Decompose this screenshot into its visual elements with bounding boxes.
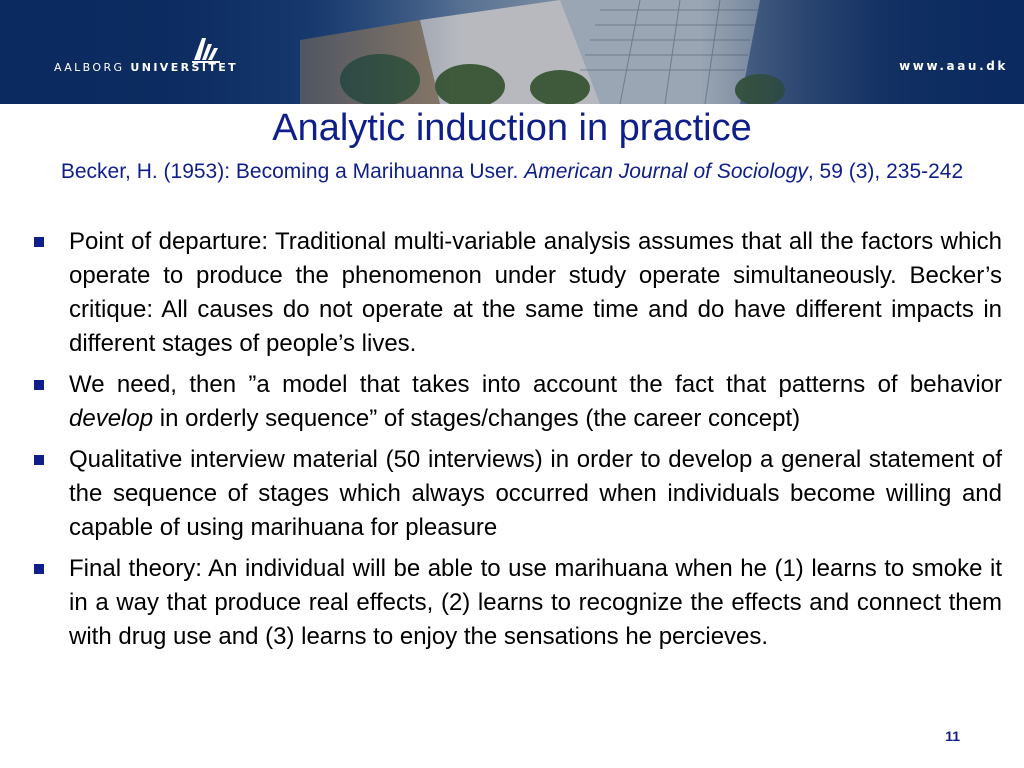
bullet-item [30, 443, 1002, 545]
university-logo-text [54, 61, 238, 74]
bullet-text: Final theory: An individual will be able to use marihuana when he (1) learns to smoke it in a way that produce real effects, (2) learns to recognize the effects and connect them with drug use and (3) learns to enjoy the sensations he percieves. [69, 555, 1002, 650]
bullet-emphasis: develop [69, 405, 154, 432]
logo-word-aalborg: AALBORG [54, 61, 125, 74]
bullet-text [69, 371, 1002, 432]
square-bullet-icon [34, 564, 44, 574]
bullet-text-before: We need, then ”a model that takes into account the fact that patterns of behavior [69, 371, 1002, 398]
bullet-item [30, 368, 1002, 436]
bullet-text-after: in orderly sequence” of stages/changes (the career concept) [153, 405, 801, 432]
bullet-item [30, 225, 1002, 361]
campus-building-photo [0, 0, 1024, 104]
bullet-text: Qualitative interview material (50 interviews) in order to develop a general statement of the sequence of stages which always occurred when individuals become willing and capable of using marihuana for pleasure [69, 446, 1002, 541]
citation-text: Becker, H. (1953): Becoming a Marihuanna User. [60, 160, 519, 183]
square-bullet-icon [34, 455, 44, 465]
journal-name: American Journal of Sociology [524, 160, 808, 183]
square-bullet-icon [34, 237, 44, 247]
bullet-item [30, 552, 1002, 654]
bullet-list [30, 225, 1002, 661]
square-bullet-icon [34, 380, 44, 390]
citation-volume: , 59 (3), 235-242 [807, 160, 964, 183]
website-url: www.aau.dk [899, 59, 1008, 73]
header-banner [0, 0, 1024, 104]
university-logo-icon [190, 34, 222, 64]
page-number: 11 [945, 728, 960, 744]
slide-title: Analytic induction in practice [272, 107, 752, 149]
bullet-text: Point of departure: Traditional multi-variable analysis assumes that all the factors which operate to produce the phenomenon under study operate simultaneously. Becker’s critique: All causes do not operate at the same time and do have different impacts in different stages of people’s lives. [69, 228, 1002, 357]
logo-word-universitet: UNIVERSITET [130, 61, 239, 74]
citation-subtitle [30, 156, 994, 188]
